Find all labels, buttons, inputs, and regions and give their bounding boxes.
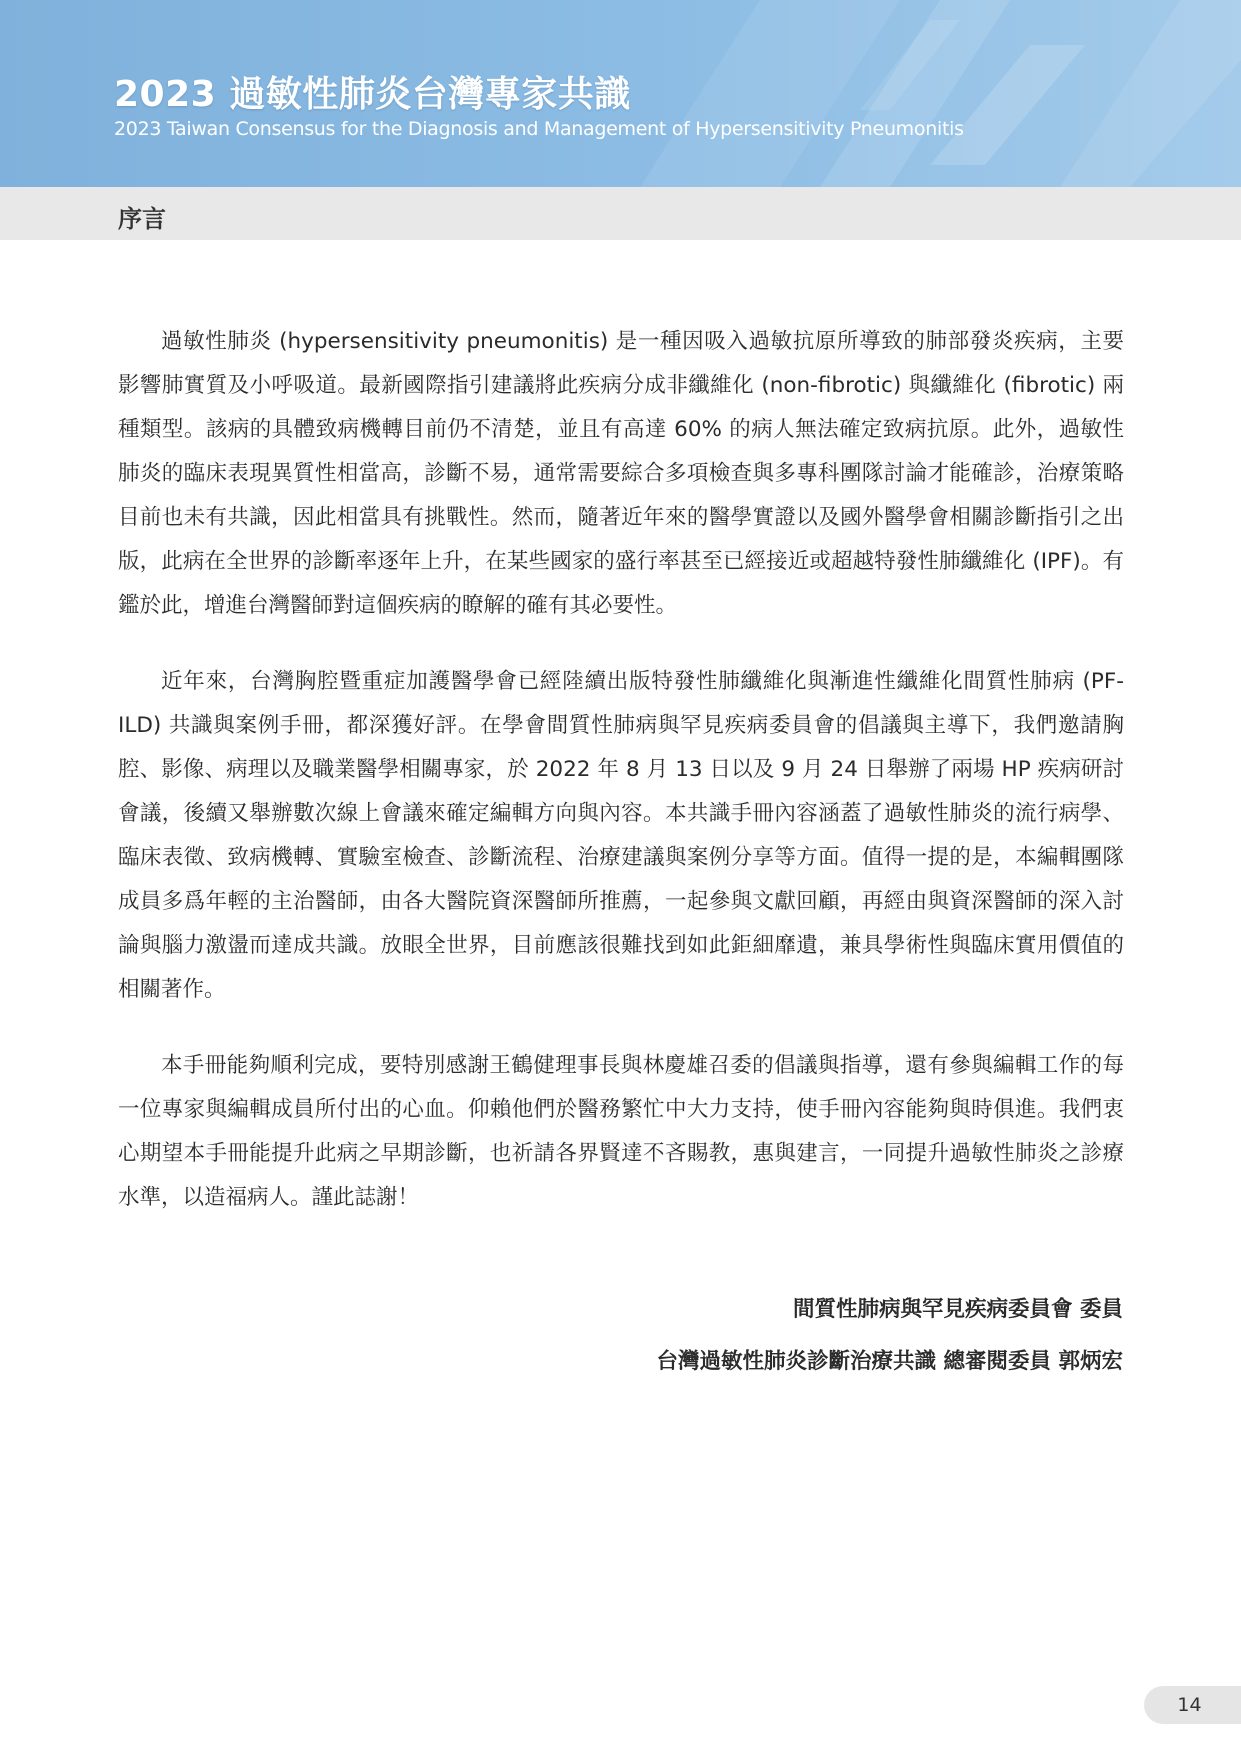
signature-line-2: 台灣過敏性肺炎診斷治療共識 總審閱委員 郭炳宏 bbox=[656, 1349, 1123, 1374]
document-subtitle: 2023 Taiwan Consensus for the Diagnosis and Management of Hypersensitivity Pneumonitis bbox=[114, 118, 964, 140]
paragraph-2: 近年來，台灣胸腔暨重症加護醫學會已經陸續出版特發性肺纖維化與漸進性纖維化間質性肺病 (PF-ILD) 共識與案例手冊，都深獲好評。在學會間質性肺病與罕見疾病委員會的倡議與主導下，我們邀請胸腔、影像、病理以及職業醫學相關專家，於 2022 年 8 月 13 日以及 9 月 24 日舉辦了兩場 HP 疾病研討會議，後續又舉辦數次線上會議來確定編輯方向與內容。本共識手冊內容涵蓋了過敏性肺炎的流行病學、臨床表徵、致病機轉、實驗室檢查、診斷流程、治療建議與案例分享等方面。值得一提的是，本編輯團隊成員多爲年輕的主治醫師，由各大醫院資深醫師所推薦，一起參與文獻回顧，再經由與資深醫師的深入討論與腦力激盪而達成共識。放眼全世界，目前應該很難找到如此鉅細靡遺，兼具學術性與臨床實用價值的相關著作。 bbox=[118, 669, 1124, 1002]
page-number: 14 bbox=[1144, 1686, 1241, 1724]
signature-line-1: 間質性肺病與罕見疾病委員會 委員 bbox=[793, 1297, 1123, 1322]
paragraph-3: 本手冊能夠順利完成，要特別感謝王鶴健理事長與林慶雄召委的倡議與指導，還有參與編輯工作的每一位專家與編輯成員所付出的心血。仰賴他們於醫務繁忙中大力支持，使手冊內容能夠與時俱進。我們衷心期望本手冊能提升此病之早期診斷，也祈請各界賢達不吝賜教，惠與建言，一同提升過敏性肺炎之診療水準，以造福病人。謹此誌謝！ bbox=[118, 1053, 1124, 1210]
paragraph-1: 過敏性肺炎 (hypersensitivity pneumonitis) 是一種因吸入過敏抗原所導致的肺部發炎疾病，主要影響肺實質及小呼吸道。最新國際指引建議將此疾病分成非纖維化 (non-fibrotic) 與纖維化 (fibrotic) 兩種類型。該病的具體致病機轉目前仍不清楚，並且有高達 60% 的病人無法確定致病抗原。此外，過敏性肺炎的臨床表現異質性相當高，診斷不易，通常需要綜合多項檢查與多專科團隊討論才能確診，治療策略目前也未有共識，因此相當具有挑戰性。然而，隨著近年來的醫學實證以及國外醫學會相關診斷指引之出版，此病在全世界的診斷率逐年上升，在某些國家的盛行率甚至已經接近或超越特發性肺纖維化 (IPF)。有鑑於此，增進台灣醫師對這個疾病的瞭解的確有其必要性。 bbox=[118, 329, 1124, 618]
preface-body bbox=[118, 320, 1124, 1252]
section-title: 序言 bbox=[118, 205, 166, 233]
document-title: 2023 過敏性肺炎台灣專家共識 bbox=[114, 74, 631, 115]
header-banner bbox=[0, 0, 1241, 187]
section-header-bar bbox=[0, 187, 1241, 240]
signature-block bbox=[657, 1284, 1123, 1388]
